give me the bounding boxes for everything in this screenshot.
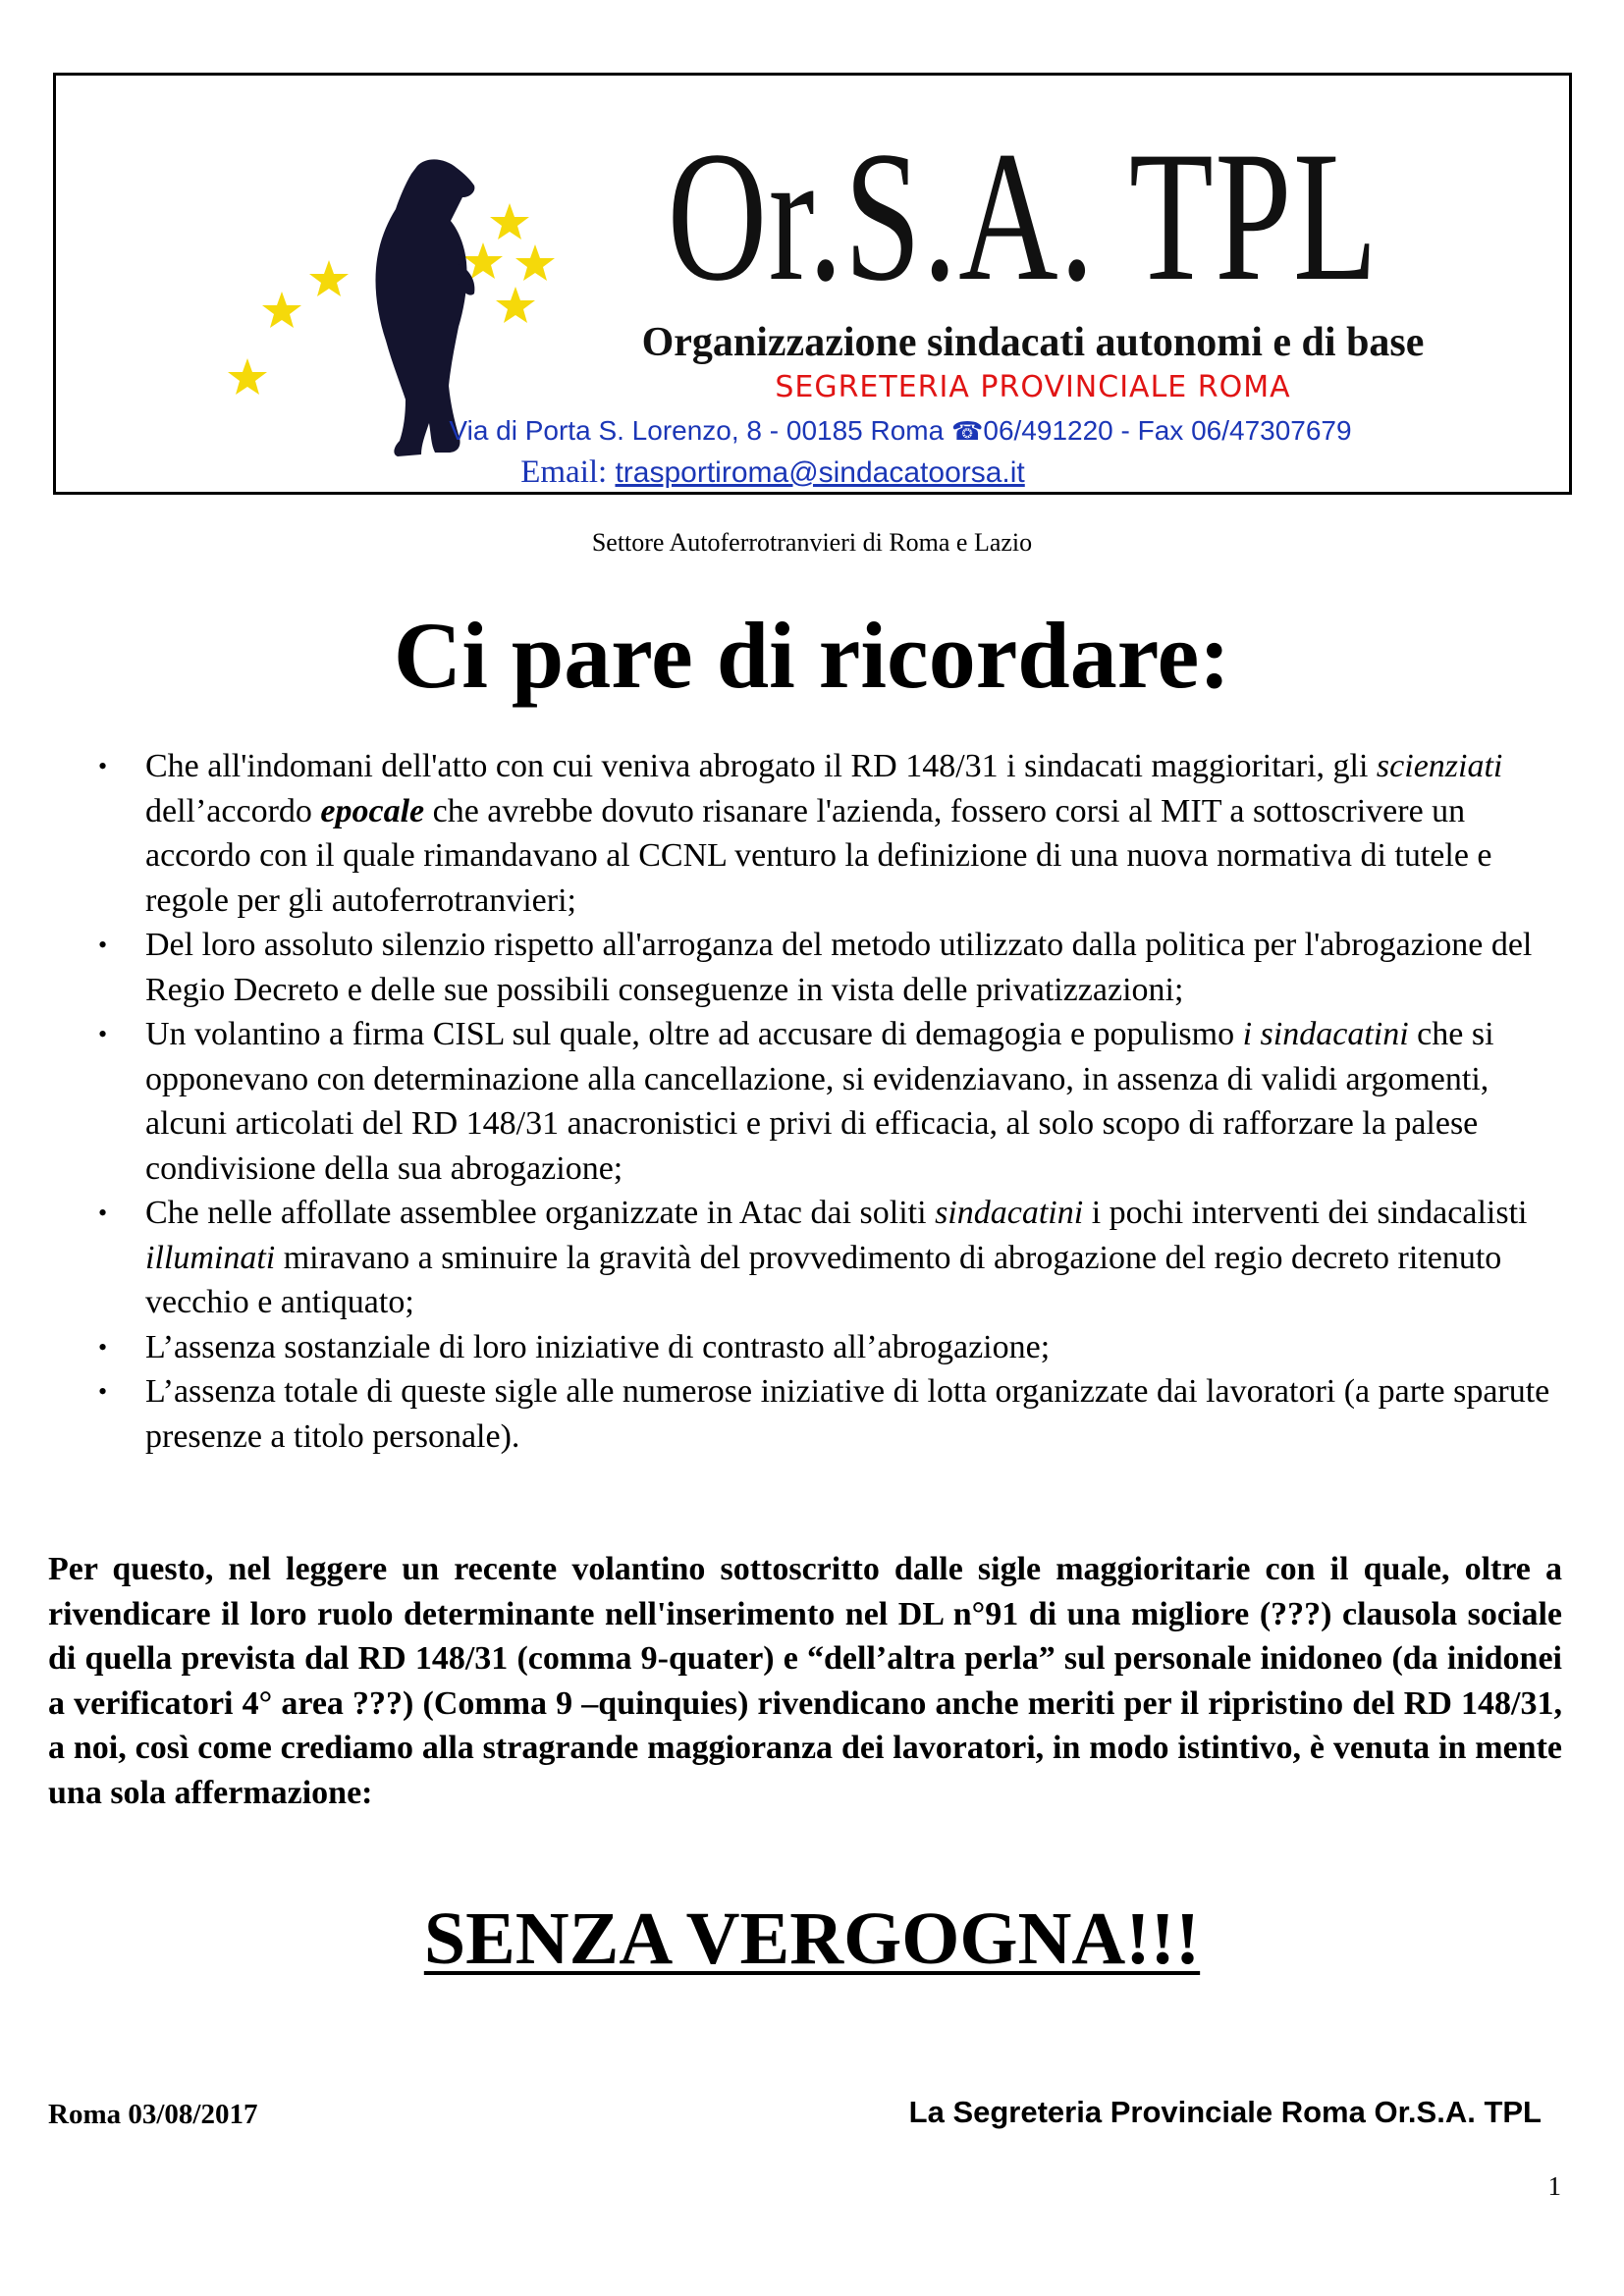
list-item <box>98 1012 1561 1191</box>
closing-shout-text: SENZA VERGOGNA!!! <box>423 1897 1201 1980</box>
star-icon <box>228 358 267 395</box>
italic-text: scienziati <box>1376 748 1503 784</box>
star-icon <box>490 203 529 240</box>
email-label: Email: <box>520 454 608 490</box>
brand-title: Or.S.A. TPL <box>667 114 1380 320</box>
list-item <box>98 1325 1561 1370</box>
text-run: Del loro assoluto silenzio rispetto all'arroganza del metodo utilizzato dalla politica per l'abrogazione del Regio Decreto e delle sue possibili conseguenze in vista delle privatizzazioni; <box>145 927 1533 1008</box>
org-name: Organizzazione sindacati autonomi e di base <box>641 320 1425 365</box>
bold-italic-text: epocale <box>320 792 425 829</box>
italic-text: i sindacatini <box>1242 1016 1409 1052</box>
closing-shout <box>0 1895 1624 1983</box>
email-link[interactable]: trasportiroma@sindacatoorsa.it <box>615 456 1025 489</box>
text-run: che avrebbe dovuto risanare l'azienda, fossero corsi al MIT a sottoscrivere un accordo con il quale rimandavano al CCNL venturo la definizione di una nuova normativa di tutele e regole per gli autoferrotranvieri; <box>145 792 1492 919</box>
italic-text: illuminati <box>145 1239 276 1276</box>
text-run: miravano a sminuire la gravità del provvedimento di abrogazione del regio decreto ritenuto vecchio e antiquato; <box>145 1239 1502 1320</box>
text-run: Che nelle affollate assemblee organizzate in Atac dai soliti <box>145 1195 936 1231</box>
text-run: dell’accordo <box>145 792 321 829</box>
bullet-icon: • <box>98 931 108 959</box>
signature: La Segreteria Provinciale Roma Or.S.A. TPL <box>908 2095 1542 2129</box>
phone-icon: ☎ <box>950 416 984 446</box>
bullet-icon: • <box>98 1332 108 1362</box>
text-run: Un volantino a firma CISL sul quale, oltre ad accusare di demagogia e populismo <box>145 1016 1243 1052</box>
bullet-icon: • <box>98 1020 108 1048</box>
text-run: i pochi interventi dei sindacalisti <box>1083 1195 1528 1231</box>
bullet-icon: • <box>98 1199 108 1227</box>
bear-icon <box>375 159 474 456</box>
list-item <box>98 1369 1561 1459</box>
star-icon <box>309 260 349 296</box>
italic-text: sindacatini <box>935 1195 1084 1231</box>
list-item <box>98 1191 1561 1325</box>
page-number: 1 <box>1547 2171 1561 2201</box>
list-item <box>98 923 1561 1012</box>
bullet-list <box>98 744 1561 1459</box>
address: Via di Porta S. Lorenzo, 8 - 00185 Roma <box>449 415 945 446</box>
phone-fax: 06/491220 - Fax 06/47307679 <box>983 415 1352 446</box>
body-paragraph: Per questo, nel leggere un recente volantino sottoscritto dalle sigle maggioritarie con il quale, oltre a rivendicare il loro ruolo determinante nell'inserimento nel DL n°91 di una migliore (???) clausola sociale di quella prevista dal RD 148/31 (comma 9-quater) e “dell’altra perla” sul personale inidoneo (da inidonei a verificatori 4° area ???) (Comma 9 –quinquies) rivendicano anche meriti per il ripristino del RD 148/31, a noi, così come crediamo alla stragrande maggioranza dei lavoratori, in modo istintivo, è venuta in mente una sola affermazione: <box>48 1551 1562 1811</box>
list-item <box>98 744 1561 923</box>
letterhead-box <box>53 73 1572 495</box>
sector-subtitle: Settore Autoferrotranvieri di Roma e Lazio <box>591 528 1033 557</box>
page-title: Ci pare di ricordare: <box>393 603 1231 708</box>
contact-line <box>331 415 1470 447</box>
text-run: L’assenza sostanziale di loro iniziative di contrasto all’abrogazione; <box>145 1328 1051 1365</box>
segreteria-label: SEGRETERIA PROVINCIALE ROMA <box>775 370 1291 404</box>
text-run: Che all'indomani dell'atto con cui veniva abrogato il RD 148/31 i sindacati maggioritari, gli <box>145 748 1377 784</box>
bullet-icon: • <box>98 1377 108 1406</box>
document-date: Roma 03/08/2017 <box>48 2099 258 2130</box>
text-run: che si opponevano con determinazione alla cancellazione, si evidenziavano, in assenza di validi argomenti, alcuni articolati del RD 148/31 anacronistici e privi di efficacia, al solo scopo di rafforzare la palese condivisione della sua abrogazione; <box>145 1016 1494 1187</box>
email-line <box>331 454 1215 491</box>
bullet-icon: • <box>98 752 108 780</box>
star-icon <box>515 244 555 281</box>
star-icon <box>262 292 301 328</box>
text-run: L’assenza totale di queste sigle alle numerose iniziative di lotta organizzate dai lavoratori (a parte sparute presenze a titolo personale). <box>145 1373 1550 1455</box>
